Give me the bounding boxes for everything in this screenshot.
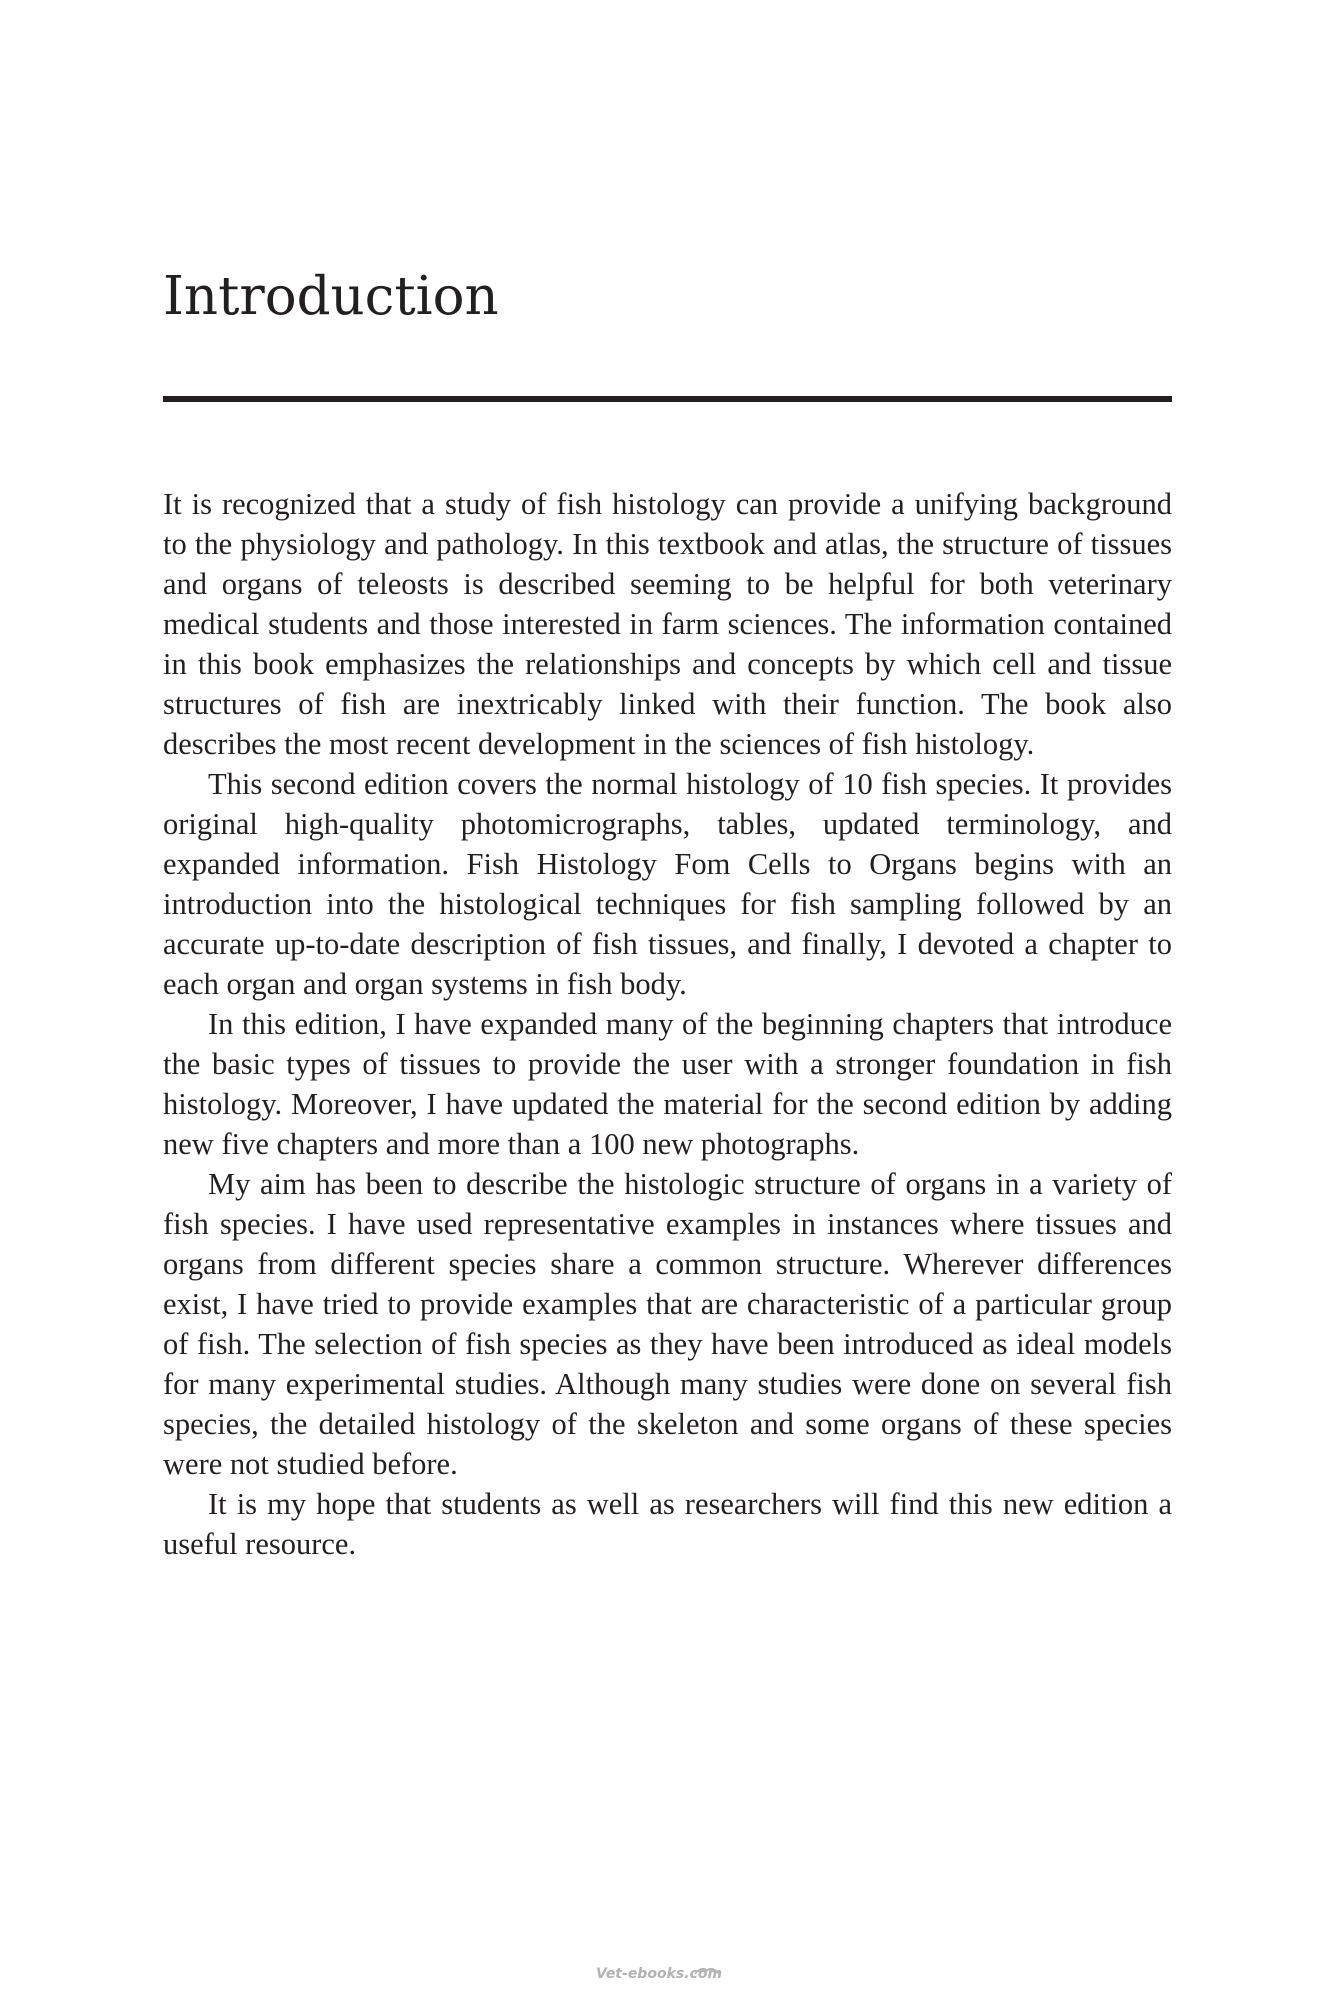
watermark-text: Vet-ebooks.com — [596, 1966, 723, 1982]
paragraph: My aim has been to describe the histologic structure of organs in a variety of fish species. I have used representative examples in instances where tissues and organs from different species share a common structure. Wherever differences exist, I have tried to provide examples that are characteristic of a particular group of fish. The selection of fish species as they have been introduced as ideal models for many experimental studies. Although many studies were done on several fish species, the detailed histology of the skeleton and some organs of these species were not studied before. — [163, 1167, 1172, 1481]
title-rule — [163, 396, 1172, 402]
body-text — [163, 484, 1172, 1564]
watermark — [596, 1964, 738, 1988]
paragraph: In this edition, I have expanded many of the beginning chapters that introduce the basic types of tissues to provide the user with a stronger foundation in fish histology. Moreover, I have updated the material for the second edition by adding new five chapters and more than a 100 new photographs. — [163, 1007, 1172, 1161]
book-stack-icon — [694, 1964, 720, 1976]
chapter-title: Introduction — [163, 266, 499, 327]
paragraph: It is my hope that students as well as researchers will find this new edition a useful resource. — [163, 1487, 1172, 1561]
paragraph: This second edition covers the normal histology of 10 fish species. It provides original high-quality photomicrographs, tables, updated terminology, and expanded information. Fish Histology Fom Cells to Organs begins with an introduction into the histological techniques for fish sampling followed by an accurate up-to-date description of fish tissues, and finally, I devoted a chapter to each organ and organ systems in fish body. — [163, 767, 1172, 1001]
paragraph: It is recognized that a study of fish histology can provide a unifying background to the physiology and pathology. In this textbook and atlas, the structure of tissues and organs of teleosts is described seeming to be helpful for both veterinary medical students and those interested in farm sciences. The information contained in this book emphasizes the relationships and concepts by which cell and tissue structures of fish are inextricably linked with their function. The book also describes the most recent development in the sciences of fish histology. — [163, 487, 1172, 761]
